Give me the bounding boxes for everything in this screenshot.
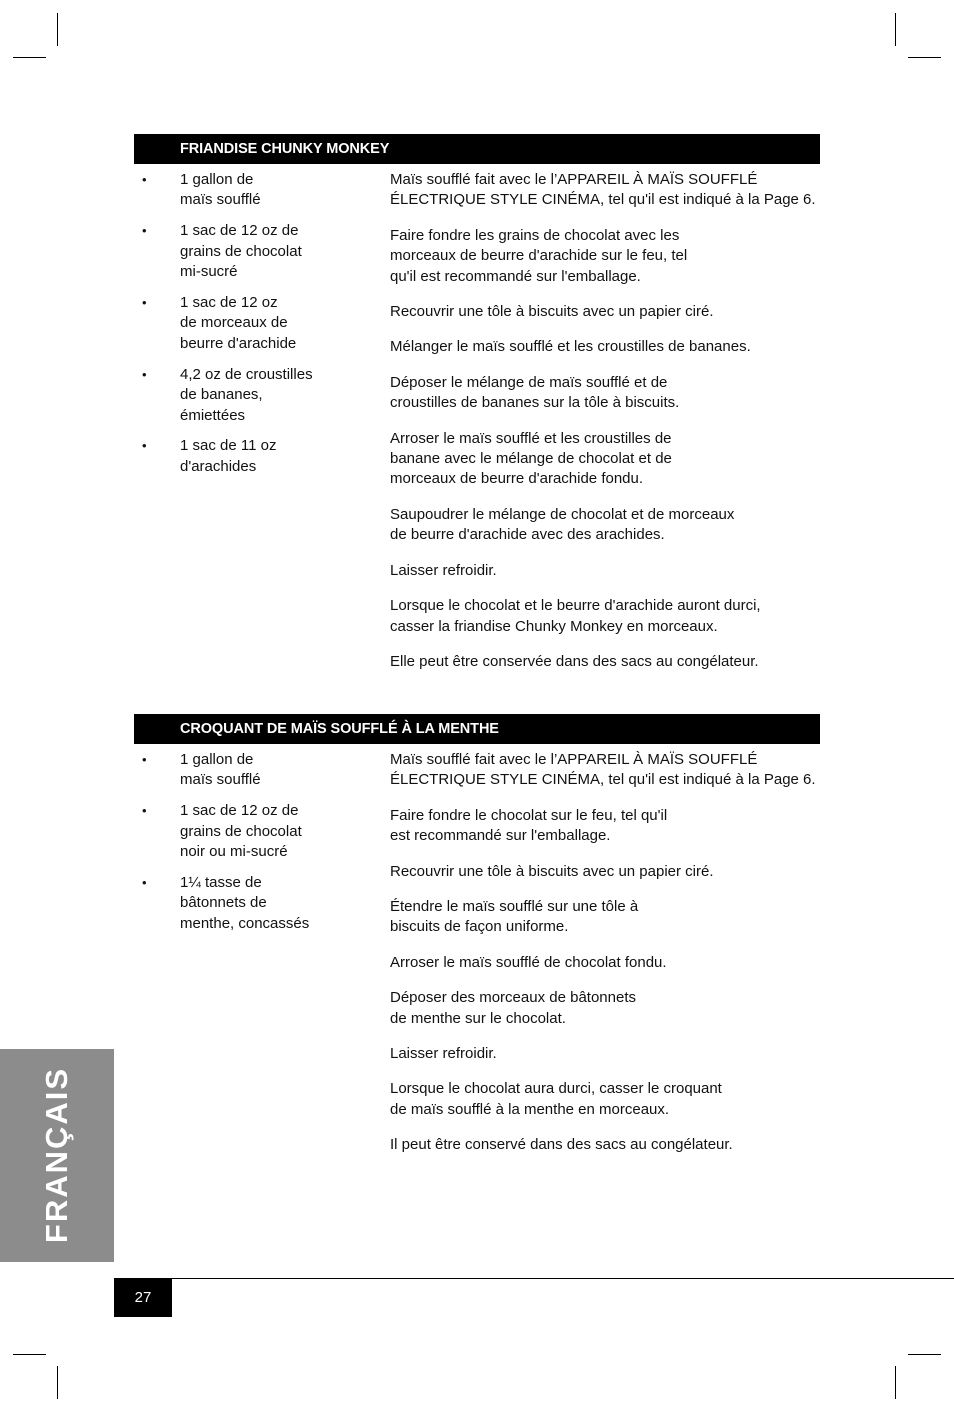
- ingredient-item: [134, 801, 364, 862]
- instruction-step: Arroser le maïs soufflé et les croustilles de banane avec le mélange de chocolat et de morceaux de beurre d'arachide fondu.: [390, 429, 672, 488]
- instruction-step: Saupoudrer le mélange de chocolat et de morceaux de beurre d'arachide avec des arachides.: [390, 505, 735, 544]
- instruction-step: Il peut être conservé dans des sacs au congélateur.: [390, 1136, 733, 1154]
- bullet-icon: •: [142, 295, 147, 311]
- crop-mark: [13, 1354, 46, 1355]
- ingredient-item: [134, 873, 364, 934]
- instruction-step: Lorsque le chocolat et le beurre d'arachide auront durci, casser la friandise Chunky Monkey en morceaux.: [390, 597, 761, 635]
- language-tab-label: FRANÇAIS: [39, 1066, 74, 1244]
- bullet-icon: •: [142, 752, 147, 767]
- instruction-step: Elle peut être conservée dans des sacs au congélateur.: [390, 652, 759, 670]
- instruction-step: Lorsque le chocolat aura durci, casser le croquant de maïs soufflé à la menthe en morceaux.: [390, 1080, 722, 1118]
- instruction-step: Recouvrir une tôle à biscuits avec un papier ciré.: [390, 862, 714, 880]
- ingredient-item: [134, 750, 364, 791]
- ingredient-text: 1 gallon de maïs soufflé: [180, 751, 261, 789]
- instruction-step: Recouvrir une tôle à biscuits avec un papier ciré.: [390, 303, 714, 321]
- instruction-step: Mélanger le maïs soufflé et les croustilles de bananes.: [390, 338, 751, 356]
- instruction-step: Déposer le mélange de maïs soufflé et de croustilles de bananes sur la tôle à biscuits.: [390, 373, 680, 412]
- bullet-icon: •: [142, 803, 147, 819]
- ingredient-text: 1 sac de 12 oz de grains de chocolat noir ou mi-sucré: [180, 802, 302, 861]
- instruction-step: Laisser refroidir.: [390, 561, 497, 579]
- recipe-header-chunky-monkey: [134, 134, 820, 164]
- instruction-step: Arroser le maïs soufflé de chocolat fondu.: [390, 953, 667, 971]
- ingredient-item: [134, 436, 364, 477]
- instruction-step: Faire fondre le chocolat sur le feu, tel qu'il est recommandé sur l'emballage.: [390, 806, 668, 845]
- crop-mark: [895, 1366, 896, 1399]
- instruction-step: Étendre le maïs soufflé sur une tôle à biscuits de façon uniforme.: [390, 898, 639, 936]
- crop-mark: [57, 1366, 58, 1399]
- bullet-icon: •: [142, 172, 147, 187]
- instruction-step: Maïs soufflé fait avec le l’APPAREIL À MAÏS SOUFFLÉ ÉLECTRIQUE STYLE CINÉMA, tel qu'il est indiqué à la Page 6.: [390, 171, 816, 209]
- ingredient-text: 1 sac de 12 oz de grains de chocolat mi-sucré: [180, 222, 302, 281]
- instruction-step: Laisser refroidir.: [390, 1045, 497, 1063]
- ingredient-item: [134, 293, 364, 354]
- ingredient-text: 4,2 oz de croustilles de bananes, émiettées: [180, 365, 313, 424]
- instruction-list: [390, 750, 820, 1171]
- ingredient-item: [134, 221, 364, 282]
- instruction-step: Maïs soufflé fait avec le l’APPAREIL À MAÏS SOUFFLÉ ÉLECTRIQUE STYLE CINÉMA, tel qu'il est indiqué à la Page 6.: [390, 751, 816, 789]
- recipe-header-mint-crunch: [134, 714, 820, 744]
- ingredient-text: 1¼ tasse de bâtonnets de menthe, concassés: [180, 874, 310, 932]
- ingredient-list: [134, 170, 364, 488]
- ingredient-text: 1 sac de 11 oz d'arachides: [180, 437, 277, 475]
- bullet-icon: •: [142, 223, 147, 239]
- ingredient-item: [134, 170, 364, 211]
- bullet-icon: •: [142, 875, 147, 891]
- language-tab: [0, 1049, 114, 1262]
- page-number: 27: [134, 1289, 152, 1306]
- bullet-icon: •: [142, 438, 147, 454]
- crop-mark: [57, 13, 58, 46]
- crop-mark: [895, 13, 896, 46]
- ingredient-list: [134, 750, 364, 945]
- crop-mark: [13, 57, 46, 58]
- ingredient-text: 1 gallon de maïs soufflé: [180, 171, 261, 209]
- instruction-step: Faire fondre les grains de chocolat avec les morceaux de beurre d'arachide sur le feu, tel qu'il est recommandé sur l'emballage.: [390, 226, 688, 285]
- crop-mark: [908, 1354, 941, 1355]
- bullet-icon: •: [142, 366, 147, 382]
- recipe-title: CROQUANT DE MAÏS SOUFFLÉ À LA MENTHE: [180, 721, 499, 737]
- instruction-list: [390, 170, 820, 687]
- ingredient-item: [134, 365, 364, 426]
- page-number-box: [114, 1278, 172, 1317]
- instruction-step: Déposer des morceaux de bâtonnets de menthe sur le chocolat.: [390, 989, 636, 1027]
- recipe-title: FRIANDISE CHUNKY MONKEY: [180, 141, 390, 157]
- footer-rule: [114, 1278, 954, 1279]
- crop-mark: [908, 57, 941, 58]
- ingredient-text: 1 sac de 12 oz de morceaux de beurre d'arachide: [180, 294, 297, 352]
